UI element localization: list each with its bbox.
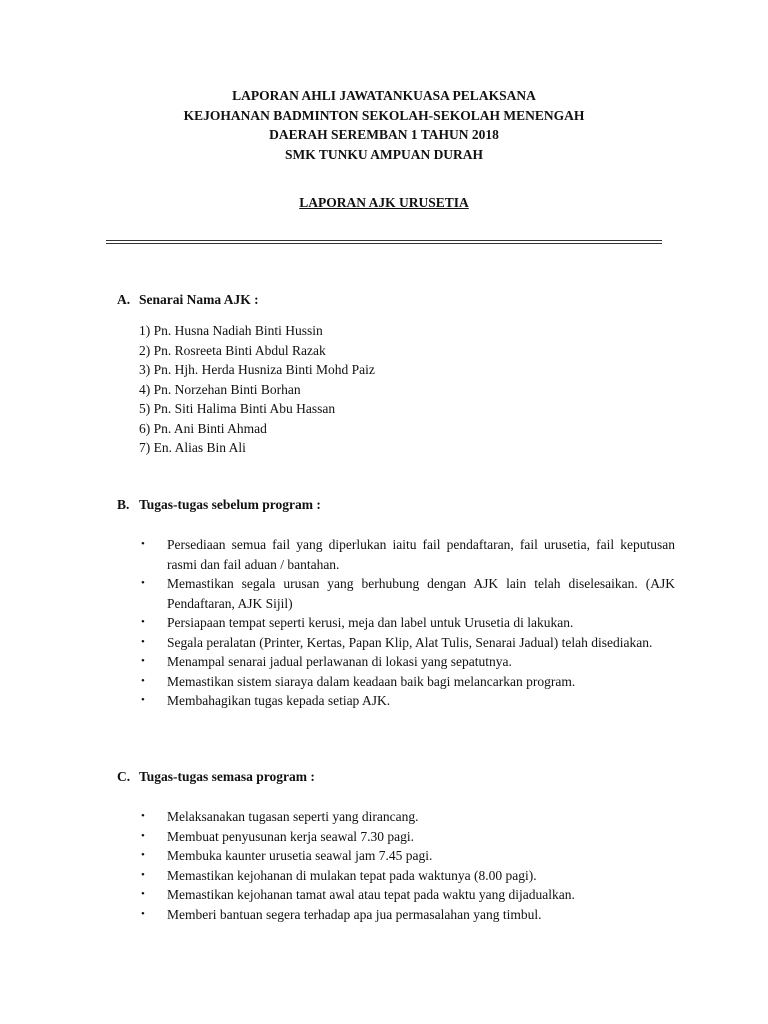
list-item-text: Membuka kaunter urusetia seawal jam 7.45 pagi. — [167, 848, 433, 863]
list-item-text: Memberi bantuan segera terhadap apa jua permasalahan yang timbul. — [167, 906, 542, 922]
report-subtitle: LAPORAN AJK URUSETIA — [299, 195, 469, 210]
list-item: 7) En. Alias Bin Ali — [139, 440, 246, 455]
list-item — [139, 691, 675, 711]
bullet-icon: • — [141, 907, 145, 920]
list-item-text: Menampal senarai jadual perlawanan di lokasi yang sepatutnya. — [167, 654, 512, 669]
list-item-text: Segala peralatan (Printer, Kertas, Papan Klip, Alat Tulis, Senarai Jadual) telah disediakan. — [167, 634, 653, 650]
bullet-icon: • — [141, 888, 145, 900]
section-a-title: Senarai Nama AJK : — [139, 292, 259, 307]
list-item — [139, 535, 675, 574]
list-item-text: Persiapaan tempat seperti kerusi, meja dan label untuk Urusetia di lakukan. — [167, 615, 574, 630]
bullet-icon: • — [141, 674, 145, 687]
list-item-text: Membahagikan tugas kepada setiap AJK. — [167, 693, 391, 708]
list-item: 5) Pn. Siti Halima Binti Abu Hassan — [139, 401, 336, 416]
list-item: 3) Pn. Hjh. Herda Husniza Binti Mohd Paiz — [139, 362, 375, 377]
section-a-heading — [117, 292, 259, 308]
header-line-3: DAERAH SEREMBAN 1 TAHUN 2018 — [269, 127, 499, 142]
list-item — [139, 672, 675, 692]
pre-program-task-list — [139, 535, 675, 711]
list-item: 4) Pn. Norzehan Binti Borhan — [139, 381, 301, 397]
section-b-title: Tugas-tugas sebelum program : — [139, 497, 321, 512]
section-c-heading — [117, 769, 315, 785]
list-item-text: Melaksanakan tugasan seperti yang dirancang. — [167, 809, 419, 824]
bullet-icon: • — [141, 868, 145, 881]
list-item-text: Persediaan semua fail yang diperlukan iaitu fail pendaftaran, fail urusetia, fail keputusan rasmi dan fail aduan / bantahan. — [167, 537, 675, 572]
list-item — [139, 905, 675, 925]
section-c-letter: C. — [117, 769, 131, 784]
bullet-icon: • — [141, 655, 145, 667]
report-header — [0, 86, 768, 164]
bullet-icon: • — [141, 849, 145, 861]
list-item — [139, 574, 675, 613]
section-c-title: Tugas-tugas semasa program : — [139, 769, 315, 784]
bullet-icon: • — [141, 538, 145, 550]
bullet-icon: • — [141, 577, 145, 589]
section-b-letter: B. — [117, 497, 130, 512]
list-item: 1) Pn. Husna Nadiah Binti Hussin — [139, 323, 323, 338]
list-item-text: Memastikan kejohanan tamat awal atau tepat pada waktu yang dijadualkan. — [167, 887, 575, 902]
bullet-icon: • — [141, 810, 145, 822]
list-item-text: Membuat penyusunan kerja seawal 7.30 pagi. — [167, 828, 415, 844]
list-item-text: Memastikan sistem siaraya dalam keadaan baik bagi melancarkan program. — [167, 673, 576, 689]
list-item-text: Memastikan kejohanan di mulakan tepat pada waktunya (8.00 pagi). — [167, 867, 537, 883]
bullet-icon: • — [141, 829, 145, 842]
list-item — [139, 846, 675, 866]
bullet-icon: • — [141, 616, 145, 628]
section-a-letter: A. — [117, 292, 131, 307]
list-item — [139, 652, 675, 672]
bullet-icon: • — [141, 635, 145, 648]
header-line-2: KEJOHANAN BADMINTON SEKOLAH-SEKOLAH MENENGAH — [183, 107, 585, 123]
double-rule-divider — [106, 240, 662, 244]
list-item — [139, 633, 675, 653]
list-item — [139, 885, 675, 905]
section-b-heading — [117, 497, 321, 513]
list-item — [139, 807, 675, 827]
list-item — [139, 827, 675, 847]
header-line-4: SMK TUNKU AMPUAN DURAH — [284, 146, 484, 162]
list-item: 6) Pn. Ani Binti Ahmad — [139, 420, 267, 436]
committee-name-list — [139, 321, 375, 458]
list-item: 2) Pn. Rosreeta Binti Abdul Razak — [139, 342, 326, 358]
bullet-icon: • — [141, 694, 145, 706]
list-item-text: Memastikan segala urusan yang berhubung dengan AJK lain telah diselesaikan. (AJK Pendaftaran, AJK Sijil) — [167, 576, 675, 611]
header-line-1: LAPORAN AHLI JAWATANKUASA PELAKSANA — [232, 88, 536, 103]
during-program-task-list — [139, 807, 675, 924]
list-item — [139, 866, 675, 886]
list-item — [139, 613, 675, 633]
